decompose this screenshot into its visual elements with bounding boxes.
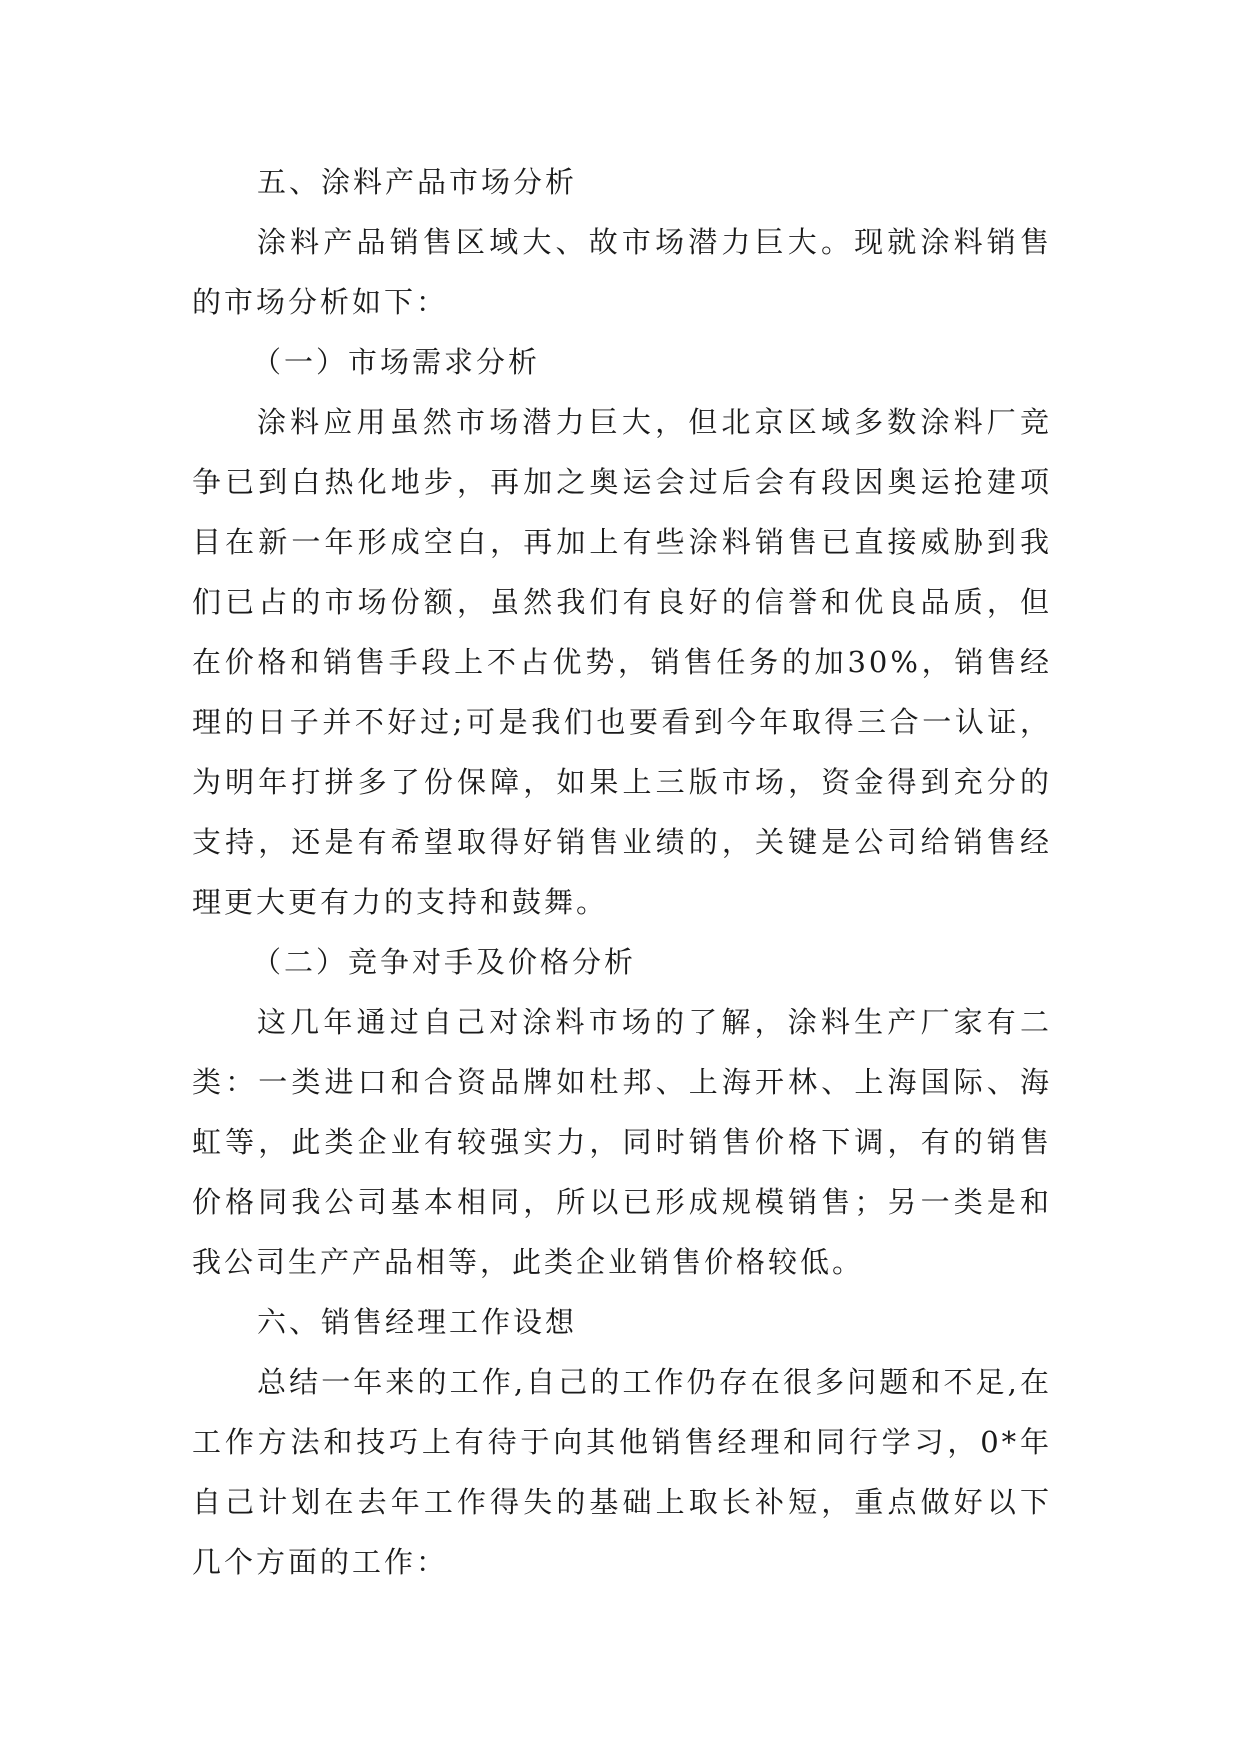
subheading-competitor-analysis: （二）竞争对手及价格分析 [252, 945, 637, 979]
paragraph-market-intro: 涂料产品销售区域大、故市场潜力巨大。现就涂料销售的市场分析如下： [192, 225, 1052, 319]
subheading-demand-analysis: （一）市场需求分析 [252, 345, 541, 379]
paragraph-work-plan: 总结一年来的工作,自己的工作仍存在很多问题和不足,在工作方法和技巧上有待于向其他销售经理和同行学习，0*年自己计划在去年工作得失的基础上取长补短，重点做好以下几个方面的工作： [192, 1365, 1052, 1579]
paragraph-demand-analysis: 涂料应用虽然市场潜力巨大，但北京区域多数涂料厂竞争已到白热化地步，再加之奥运会过后会有段因奥运抢建项目在新一年形成空白，再加上有些涂料销售已直接威胁到我们已占的市场份额，虽然我们有良好的信誉和优良品质，但在价格和销售手段上不占优势，销售任务的加30%，销售经理的日子并不好过;可是我们也要看到今年取得三合一认证，为明年打拼多了份保障，如果上三版市场，资金得到充分的支持，还是有希望取得好销售业绩的，关键是公司给销售经理更大更有力的支持和鼓舞。 [192, 405, 1052, 919]
paragraph-competitor-analysis: 这几年通过自己对涂料市场的了解，涂料生产厂家有二类：一类进口和合资品牌如杜邦、上海开林、上海国际、海虹等，此类企业有较强实力，同时销售价格下调，有的销售价格同我公司基本相同，所以已形成规模销售；另一类是和我公司生产产品相等，此类企业销售价格较低。 [192, 1005, 1052, 1279]
document-body [192, 152, 1052, 1592]
section-heading-5: 五、涂料产品市场分析 [257, 165, 578, 199]
section-heading-6: 六、销售经理工作设想 [257, 1305, 578, 1339]
